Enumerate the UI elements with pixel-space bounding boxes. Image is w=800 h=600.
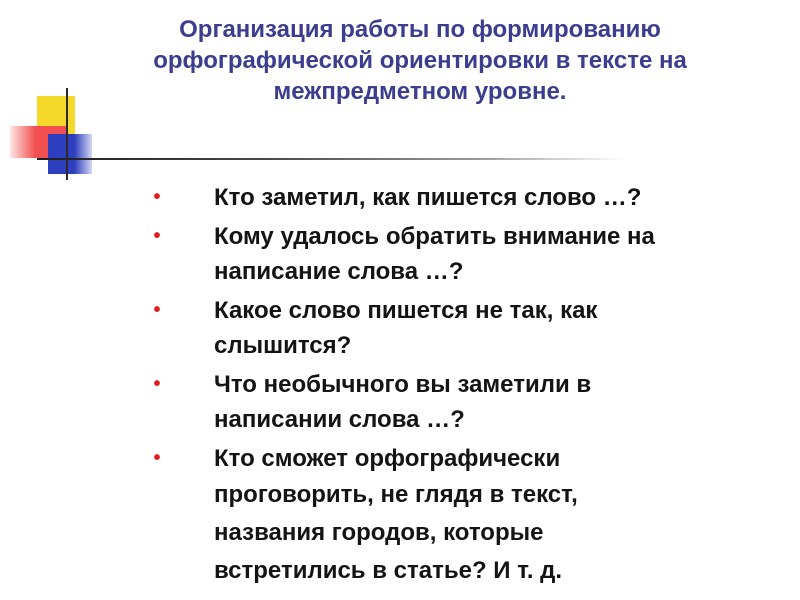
list-item-text: написании слова …? [214, 406, 465, 433]
list-item [150, 219, 770, 289]
list-item [150, 180, 770, 215]
bullet-icon: • [153, 225, 161, 247]
bullet-icon: • [153, 299, 161, 321]
list-item [150, 293, 770, 363]
bullet-icon: • [153, 186, 161, 208]
title-line: Организация работы по формированию [179, 16, 661, 43]
bullet-icon: • [153, 373, 161, 395]
list-item-text: встретились в статье? И т. д. [214, 557, 563, 584]
horizontal-rule [37, 158, 627, 160]
title-line: межпредметном уровне. [273, 78, 567, 105]
list-item-text: Что необычного вы заметили в [214, 371, 592, 398]
blue-square-decoration [48, 134, 92, 174]
title-line: орфографической ориентировки в тексте на [153, 47, 687, 74]
list-item-text: названия городов, которые [214, 519, 544, 546]
list-item-text: слышится? [214, 332, 352, 359]
list-item-text: проговорить, не глядя в текст, [214, 481, 578, 508]
slide-title [100, 14, 740, 107]
vertical-rule [66, 88, 68, 180]
list-item-text: Кто заметил, как пишется слово …? [214, 184, 642, 211]
list-item-text: Кто сможет орфографически [214, 445, 561, 472]
list-item [150, 441, 770, 590]
bullet-icon: • [153, 447, 161, 469]
list-item-text: Кому удалось обратить внимание на [214, 223, 655, 250]
list-item [150, 367, 770, 437]
list-item-text: Какое слово пишется не так, как [214, 297, 598, 324]
question-list [150, 180, 770, 594]
list-item-text: написание слова …? [214, 258, 464, 285]
